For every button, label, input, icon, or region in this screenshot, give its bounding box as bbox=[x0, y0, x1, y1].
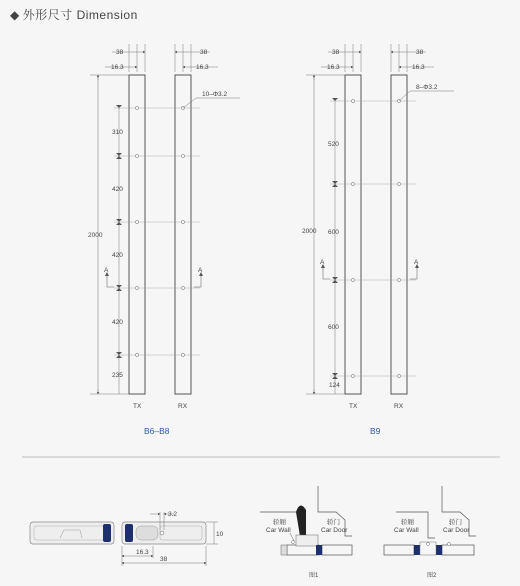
b9-section-a-left: A bbox=[320, 259, 325, 266]
diamond-bullet-icon: ◆ bbox=[10, 8, 20, 22]
b9-spacing-3: 600 bbox=[328, 324, 339, 331]
b9-spacing-4: 124 bbox=[329, 382, 340, 389]
b6b8-rx-bar bbox=[175, 75, 191, 394]
fig2-door-zh: 轿门 bbox=[449, 519, 462, 526]
b6b8-spacing-2: 420 bbox=[112, 186, 123, 193]
b6b8-width-16-right: 16.3 bbox=[196, 64, 209, 71]
b9-drawing bbox=[302, 44, 454, 436]
figure-2-drawing bbox=[384, 486, 476, 579]
fig1-caption: 图1 bbox=[309, 573, 319, 579]
fig1-wall-zh: 轿厢 bbox=[273, 519, 286, 526]
b9-width-38-left: 38 bbox=[332, 49, 340, 56]
fig1-door-zh: 轿门 bbox=[327, 519, 340, 526]
section-dim-3-2: 3.2 bbox=[168, 511, 178, 518]
b9-title: B9 bbox=[370, 426, 381, 436]
section-dim-10: 10 bbox=[216, 531, 224, 538]
b6b8-rx-label: RX bbox=[178, 403, 188, 410]
b6b8-spacing-1: 310 bbox=[112, 129, 123, 136]
b9-width-38-right: 38 bbox=[416, 49, 424, 56]
b9-hole-note: 8–Φ3.2 bbox=[416, 84, 438, 91]
b6b8-width-38-left: 38 bbox=[116, 49, 124, 56]
fig2-wall-en: Car Wall bbox=[394, 527, 419, 534]
fig2-door-en: Car Door bbox=[443, 527, 470, 534]
b9-rx-label: RX bbox=[394, 403, 404, 410]
heading-zh: 外形尺寸 bbox=[22, 8, 73, 22]
b6b8-spacing-5: 235 bbox=[112, 372, 123, 379]
heading-en: Dimension bbox=[76, 8, 138, 22]
fig1-wall-en: Car Wall bbox=[266, 527, 291, 534]
b9-total-height: 2000 bbox=[302, 228, 317, 235]
b6b8-drawing bbox=[88, 44, 240, 436]
b6b8-width-16-left: 16.3 bbox=[111, 64, 124, 71]
b6b8-total-height: 2000 bbox=[88, 232, 103, 239]
b6b8-spacing-4: 420 bbox=[112, 319, 123, 326]
figure-1-drawing bbox=[260, 486, 352, 579]
b6b8-width-38-right: 38 bbox=[200, 49, 208, 56]
section-dim-16-3: 16.3 bbox=[136, 549, 149, 556]
b6b8-section-a-right: A bbox=[198, 267, 203, 274]
b9-width-16-left: 16.3 bbox=[327, 64, 340, 71]
b9-spacing-1: 520 bbox=[328, 141, 339, 148]
b9-rx-bar bbox=[391, 75, 407, 394]
b9-spacing-2: 600 bbox=[328, 229, 339, 236]
b6b8-title: B6–B8 bbox=[144, 426, 170, 436]
b6b8-spacing-3: 420 bbox=[112, 252, 123, 259]
b6b8-hole-note: 10–Φ3.2 bbox=[202, 91, 228, 98]
section-dim-38: 38 bbox=[160, 556, 168, 563]
cross-section-drawing bbox=[30, 511, 224, 566]
fig2-caption: 图2 bbox=[427, 573, 437, 579]
fig2-wall-zh: 轿厢 bbox=[401, 519, 414, 526]
b9-width-16-right: 16.3 bbox=[412, 64, 425, 71]
fig1-door-en: Car Door bbox=[321, 527, 348, 534]
b6b8-tx-label: TX bbox=[133, 403, 142, 410]
b9-section-a-right: A bbox=[414, 259, 419, 266]
b6b8-tx-bar bbox=[129, 75, 145, 394]
b6b8-section-a-left: A bbox=[104, 267, 109, 274]
b9-tx-bar bbox=[345, 75, 361, 394]
b9-tx-label: TX bbox=[349, 403, 358, 410]
